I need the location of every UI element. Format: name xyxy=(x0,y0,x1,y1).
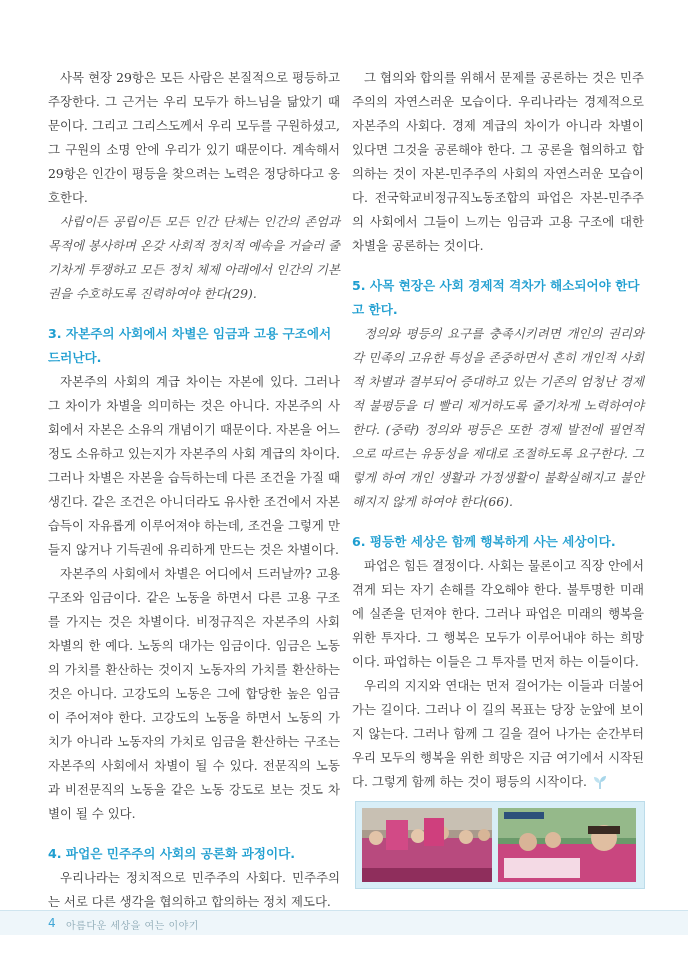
closing-paragraph xyxy=(352,674,644,794)
strike-photo-strip xyxy=(355,801,645,889)
section-heading-3: 3. 자본주의 사회에서 차별은 임금과 고용 구조에서 드러난다. xyxy=(48,326,332,365)
rally-crowd-image xyxy=(362,808,492,882)
paragraph: 사목 현장 29항은 모든 사람은 본질적으로 평등하고 주장한다. 그 근거는 우리 모두가 하느님을 닮았기 때문이다. 그리고 그리스도께서 우리 모두를 구원하셨고, 그 구원의 소명 안에 우리가 있기 때문이다. 계속해서 29항은 인간이 평등을 찾으려는 노력은 정당하다고 옹호한다. xyxy=(48,70,340,205)
publication-title: 아름다운 세상을 여는 이야기 xyxy=(66,921,199,932)
right-column xyxy=(352,66,644,794)
strike-rally-photo xyxy=(362,808,492,882)
paragraph: 그 협의와 합의를 위해서 문제를 공론하는 것은 민주주의의 자연스러운 모습이다. 우리나라는 경제적으로 자본주의 사회다. 경제 계급의 차이가 아니라 차별이 있다면 그것을 공론해야 한다. 그 공론을 협의하고 합의하는 것이 자본-민주주의 사회의 자연스러운 모습이다. 전국학교비정규직노동조합의 파업은 자본-민주주의 사회에서 그들이 느끼는 임금과 고용 구조에 대한 차별을 공론하는 것이다. xyxy=(352,70,644,253)
paragraph: 우리나라는 정치적으로 민주주의 사회다. 민주주의는 서로 다른 생각을 협의하고 합의하는 정치 제도다. xyxy=(48,870,340,909)
interview-image xyxy=(498,808,636,882)
paragraph: 자본주의 사회의 계급 차이는 자본에 있다. 그러나 그 차이가 차별을 의미하는 것은 아니다. 자본주의 사회에서 자본은 소유의 개념이기 때문이다. 자본을 어느 정도 소유하고 있는지가 자본주의 사회 계급의 차이다. 그러나 차별은 자본을 습득하는데 다른 조건을 가질 때 생긴다. 같은 조건은 아니더라도 유사한 조건에서 자본 습득이 자유롭게 이루어져야 하는데, 조건을 그렇게 만들지 않거나 기득권에 유리하게 만드는 것은 차별이다. xyxy=(48,374,340,557)
page-number: 4 xyxy=(48,916,56,930)
closing-text: 우리의 지지와 연대는 먼저 걸어가는 이들과 더불어 가는 길이다. 그러나 이 길의 목표는 당장 눈앞에 보이지 않는다. 그러나 함께 그 길을 걸어 나가는 순간부터 우리 모두의 행복을 위한 희망은 지금 여기에서 시작된다. 그렇게 함께 하는 것이 평등의 시작이다. xyxy=(352,678,644,789)
paragraph: 파업은 힘든 결정이다. 사회는 물론이고 직장 안에서 겪게 되는 자기 손해를 각오해야 한다. 불투명한 미래에 실존을 던져야 한다. 그러나 파업은 미래의 행복을 위한 투자다. 그 행복은 모두가 이루어내야 하는 희망이다. 파업하는 이들은 그 투자를 먼저 하는 이들이다. xyxy=(352,558,644,669)
strike-interview-photo xyxy=(498,808,636,882)
section-heading-5: 5. 사목 현장은 사회 경제적 격차가 해소되어야 한다고 한다. xyxy=(352,278,640,317)
quote-paragraph: 정의와 평등의 요구를 충족시키려면 개인의 권리와 각 민족의 고유한 특성을 존중하면서 흔히 개인적 사회적 차별과 결부되어 증대하고 있는 기존의 엄청난 경제적 불평등을 더 빨리 제거하도록 줄기차게 노력하여야 한다. (중략) 정의와 평등은 또한 경제 발전에 필연적으로 따르는 유동성을 제대로 조절하도록 요구한다. 그렇게 하여 개인 생활과 가정생활이 불확실해지고 불안해지지 않게 하여야 한다(66). xyxy=(352,326,644,509)
section-heading-6: 6. 평등한 세상은 함께 행복하게 사는 세상이다. xyxy=(352,534,616,549)
section-heading-4: 4. 파업은 민주주의 사회의 공론화 과정이다. xyxy=(48,846,296,861)
paragraph: 자본주의 사회에서 차별은 어디에서 드러날까? 고용 구조와 임금이다. 같은 노동을 하면서 다른 고용 구조를 가지는 것은 차별이다. 비정규직은 자본주의 사회 차별의 한 예다. 노동의 대가는 임금이다. 임금은 노동의 가치를 환산하는 것이지 노동자의 가치를 환산하는 것은 아니다. 고강도의 노동은 그에 합당한 높은 임금이 주어져야 한다. 고강도의 노동을 하면서 노동의 가치가 아니라 노동자의 가치로 임금을 환산하는 구조는 자본주의 사회에서 차별이 될 수 있다. 전문직의 노동과 비전문직의 노동을 같은 노동 강도로 보는 것도 차별이 될 수 있다. xyxy=(48,566,340,821)
sprout-icon xyxy=(591,776,609,790)
left-column xyxy=(48,66,340,914)
quote-paragraph: 사립이든 공립이든 모든 인간 단체는 인간의 존엄과 목적에 봉사하며 온갖 사회적 정치적 예속을 거슬러 줄기차게 투쟁하고 모든 정치 체제 아래에서 인간의 기본권을 수호하도록 진력하여야 한다(29). xyxy=(48,214,340,301)
footer-divider xyxy=(0,910,688,911)
